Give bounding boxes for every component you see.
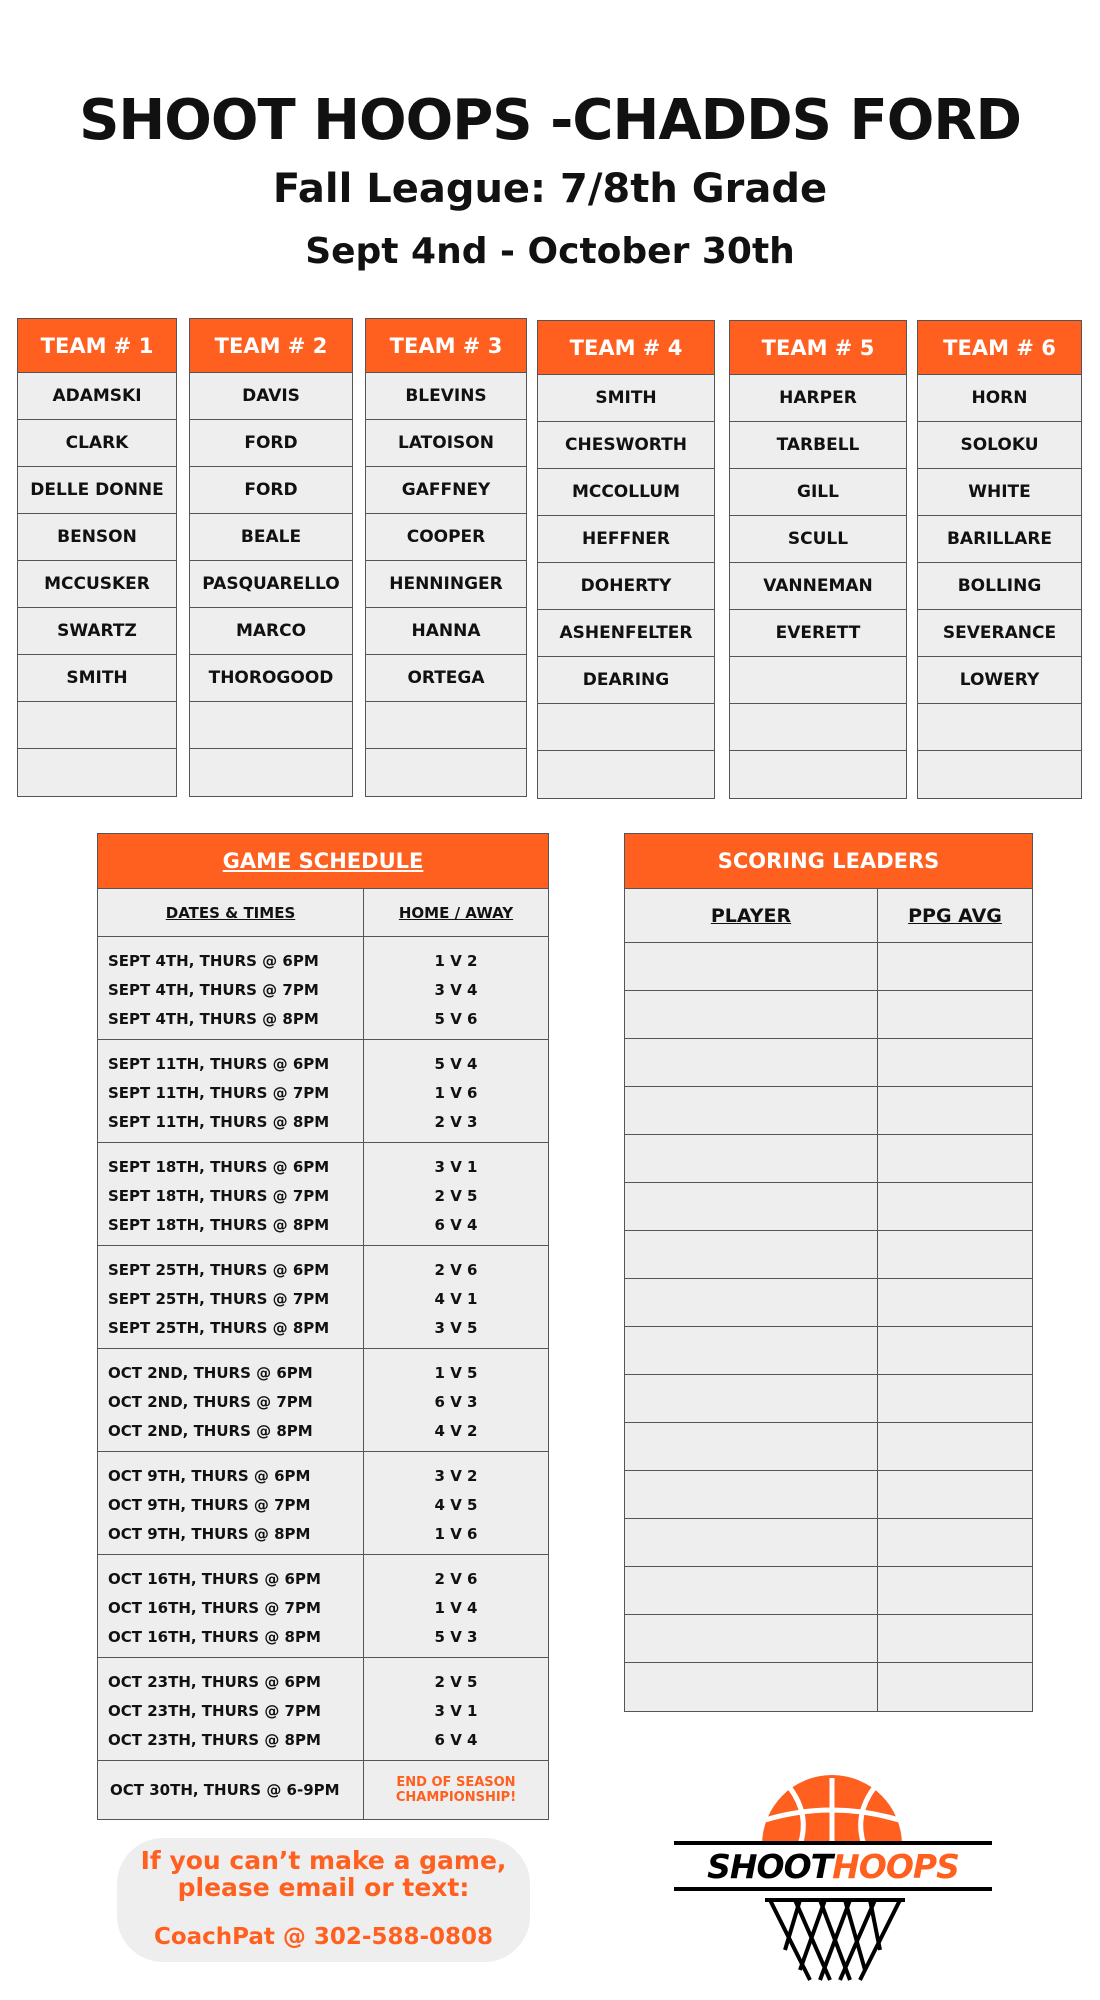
game-date: SEPT 18TH, THURS @ 7PM	[108, 1187, 330, 1205]
schedule-week	[98, 1143, 548, 1246]
game-date: SEPT 11TH, THURS @ 8PM	[108, 1113, 330, 1131]
leader-row	[625, 1615, 1032, 1663]
leader-player-cell	[625, 1183, 878, 1230]
game-date: OCT 2ND, THURS @ 6PM	[108, 1364, 313, 1382]
leader-player-cell	[625, 943, 878, 990]
game-date: OCT 2ND, THURS @ 8PM	[108, 1422, 313, 1440]
leader-ppg-cell	[878, 1087, 1032, 1134]
leader-ppg-cell	[878, 1471, 1032, 1518]
leader-row	[625, 1471, 1032, 1519]
player-cell	[538, 704, 714, 751]
game-matchup: 2 V 5	[434, 1187, 478, 1205]
game-date: SEPT 4TH, THURS @ 8PM	[108, 1010, 319, 1028]
player-cell	[730, 704, 906, 751]
player-cell	[918, 704, 1081, 751]
ppg-column-header: PPG AVG	[908, 904, 1002, 927]
player-cell: HORN	[918, 375, 1081, 422]
player-cell: GILL	[730, 469, 906, 516]
leader-row	[625, 1423, 1032, 1471]
game-date: OCT 23TH, THURS @ 7PM	[108, 1702, 321, 1720]
leader-player-cell	[625, 1279, 878, 1326]
matchup-column-header: HOME / AWAY	[398, 903, 514, 922]
player-cell: PASQUARELLO	[190, 561, 352, 608]
game-matchup: 4 V 5	[434, 1496, 478, 1514]
leader-ppg-cell	[878, 1327, 1032, 1374]
player-cell: THOROGOOD	[190, 655, 352, 702]
game-matchup: 5 V 4	[434, 1055, 478, 1073]
game-date: SEPT 4TH, THURS @ 6PM	[108, 952, 319, 970]
schedule-week	[98, 1452, 548, 1555]
leader-row	[625, 1183, 1032, 1231]
leader-ppg-cell	[878, 991, 1032, 1038]
team-1-roster	[17, 318, 177, 797]
game-matchup: 2 V 6	[434, 1261, 478, 1279]
team-header: TEAM # 3	[366, 319, 526, 373]
game-date: OCT 2ND, THURS @ 7PM	[108, 1393, 313, 1411]
player-cell	[18, 702, 176, 749]
leader-player-cell	[625, 1231, 878, 1278]
leader-row	[625, 1135, 1032, 1183]
championship-label: END OF SEASON CHAMPIONSHIP!	[395, 1775, 517, 1805]
player-cell: BOLLING	[918, 563, 1081, 610]
player-cell: DOHERTY	[538, 563, 714, 610]
leader-player-cell	[625, 1471, 878, 1518]
leader-row	[625, 1087, 1032, 1135]
player-cell: ASHENFELTER	[538, 610, 714, 657]
leader-player-cell	[625, 1327, 878, 1374]
player-cell: CLARK	[18, 420, 176, 467]
game-matchup: 5 V 6	[434, 1010, 478, 1028]
player-cell: SMITH	[18, 655, 176, 702]
schedule-week	[98, 937, 548, 1040]
game-date: OCT 23TH, THURS @ 6PM	[108, 1673, 321, 1691]
leader-ppg-cell	[878, 1519, 1032, 1566]
game-date: SEPT 25TH, THURS @ 8PM	[108, 1319, 330, 1337]
leader-ppg-cell	[878, 1183, 1032, 1230]
player-cell	[730, 751, 906, 798]
game-matchup: 6 V 4	[434, 1731, 478, 1749]
leader-player-cell	[625, 1135, 878, 1182]
leader-ppg-cell	[878, 1615, 1032, 1662]
game-date: OCT 16TH, THURS @ 6PM	[108, 1570, 321, 1588]
player-cell	[366, 749, 526, 796]
player-cell: MARCO	[190, 608, 352, 655]
leader-player-cell	[625, 1663, 878, 1711]
player-cell: LOWERY	[918, 657, 1081, 704]
player-cell: BLEVINS	[366, 373, 526, 420]
schedule-week	[98, 1040, 548, 1143]
leader-player-cell	[625, 1375, 878, 1422]
season-dates: Sept 4nd - October 30th	[305, 231, 795, 272]
dates-column-header: DATES & TIMES	[98, 889, 364, 936]
player-cell: MCCUSKER	[18, 561, 176, 608]
leader-ppg-cell	[878, 1423, 1032, 1470]
player-cell: COOPER	[366, 514, 526, 561]
leader-ppg-cell	[878, 1135, 1032, 1182]
leader-ppg-cell	[878, 1279, 1032, 1326]
leaders-column-headers	[625, 889, 1032, 943]
game-matchup: 2 V 3	[434, 1113, 478, 1131]
player-cell	[190, 702, 352, 749]
game-matchup: 3 V 5	[434, 1319, 478, 1337]
player-cell: FORD	[190, 467, 352, 514]
leaders-header: SCORING LEADERS	[625, 834, 1032, 889]
game-matchup: 3 V 4	[434, 981, 478, 999]
player-cell	[18, 749, 176, 796]
game-matchup: 1 V 6	[434, 1525, 478, 1543]
championship-row	[98, 1761, 548, 1819]
game-date: OCT 16TH, THURS @ 8PM	[108, 1628, 321, 1646]
leader-ppg-cell	[878, 1567, 1032, 1614]
leader-player-cell	[625, 1615, 878, 1662]
player-cell	[366, 702, 526, 749]
player-cell	[190, 749, 352, 796]
game-date: SEPT 25TH, THURS @ 7PM	[108, 1290, 330, 1308]
player-cell: SEVERANCE	[918, 610, 1081, 657]
game-matchup: 4 V 1	[434, 1290, 478, 1308]
game-date: SEPT 25TH, THURS @ 6PM	[108, 1261, 330, 1279]
game-matchup: 3 V 1	[434, 1702, 478, 1720]
schedule-header: GAME SCHEDULE	[98, 834, 548, 889]
game-matchup: 3 V 2	[434, 1467, 478, 1485]
game-date: SEPT 4TH, THURS @ 7PM	[108, 981, 319, 999]
player-cell: WHITE	[918, 469, 1081, 516]
team-header: TEAM # 6	[918, 321, 1081, 375]
player-cell: SWARTZ	[18, 608, 176, 655]
player-cell: SCULL	[730, 516, 906, 563]
player-cell: HARPER	[730, 375, 906, 422]
game-date: OCT 16TH, THURS @ 7PM	[108, 1599, 321, 1617]
leader-row	[625, 1375, 1032, 1423]
player-cell: BEALE	[190, 514, 352, 561]
league-subtitle: Fall League: 7/8th Grade	[272, 166, 828, 212]
schedule-week	[98, 1246, 548, 1349]
game-date: SEPT 11TH, THURS @ 6PM	[108, 1055, 330, 1073]
contact-line-2: please email or text:	[177, 1873, 470, 1902]
player-cell: VANNEMAN	[730, 563, 906, 610]
player-cell: HEFFNER	[538, 516, 714, 563]
leader-player-cell	[625, 1087, 878, 1134]
schedule-week	[98, 1658, 548, 1761]
schedule-week	[98, 1349, 548, 1452]
player-cell: HENNINGER	[366, 561, 526, 608]
team-3-roster	[365, 318, 527, 797]
game-date: OCT 9TH, THURS @ 8PM	[108, 1525, 311, 1543]
player-cell	[730, 657, 906, 704]
schedule-column-headers	[98, 889, 548, 937]
game-matchup: 6 V 4	[434, 1216, 478, 1234]
leader-player-cell	[625, 1423, 878, 1470]
leader-row	[625, 991, 1032, 1039]
team-2-roster	[189, 318, 353, 797]
game-date: SEPT 11TH, THURS @ 7PM	[108, 1084, 330, 1102]
player-cell: ORTEGA	[366, 655, 526, 702]
team-header: TEAM # 5	[730, 321, 906, 375]
leader-row	[625, 943, 1032, 991]
player-cell	[538, 751, 714, 798]
game-matchup: 6 V 3	[434, 1393, 478, 1411]
leader-row	[625, 1567, 1032, 1615]
player-cell: LATOISON	[366, 420, 526, 467]
game-date: SEPT 18TH, THURS @ 6PM	[108, 1158, 330, 1176]
game-date: SEPT 18TH, THURS @ 8PM	[108, 1216, 330, 1234]
leader-player-cell	[625, 1567, 878, 1614]
leader-ppg-cell	[878, 1663, 1032, 1711]
game-matchup: 1 V 4	[434, 1599, 478, 1617]
player-cell: SOLOKU	[918, 422, 1081, 469]
leader-row	[625, 1519, 1032, 1567]
player-column-header: PLAYER	[625, 889, 878, 942]
player-cell: GAFFNEY	[366, 467, 526, 514]
game-matchup: 1 V 2	[434, 952, 478, 970]
player-cell: DEARING	[538, 657, 714, 704]
player-cell: MCCOLLUM	[538, 469, 714, 516]
schedule-week	[98, 1555, 548, 1658]
game-date: OCT 23TH, THURS @ 8PM	[108, 1731, 321, 1749]
game-matchup: 2 V 5	[434, 1673, 478, 1691]
leader-row	[625, 1039, 1032, 1087]
leader-row	[625, 1231, 1032, 1279]
game-matchup: 5 V 3	[434, 1628, 478, 1646]
contact-box	[117, 1838, 530, 1962]
game-schedule-table	[97, 833, 549, 1820]
player-cell: DAVIS	[190, 373, 352, 420]
team-5-roster	[729, 320, 907, 799]
game-date: OCT 9TH, THURS @ 6PM	[108, 1467, 311, 1485]
player-cell: HANNA	[366, 608, 526, 655]
leader-ppg-cell	[878, 1375, 1032, 1422]
player-cell: SMITH	[538, 375, 714, 422]
logo-wordmark: SHOOT HOOPS	[674, 1841, 992, 1891]
shoot-hoops-logo	[660, 1770, 1005, 1990]
player-cell: BENSON	[18, 514, 176, 561]
team-header: TEAM # 1	[18, 319, 176, 373]
player-cell: TARBELL	[730, 422, 906, 469]
player-cell: CHESWORTH	[538, 422, 714, 469]
game-date: OCT 9TH, THURS @ 7PM	[108, 1496, 311, 1514]
player-cell: EVERETT	[730, 610, 906, 657]
leader-player-cell	[625, 1039, 878, 1086]
game-matchup: 4 V 2	[434, 1422, 478, 1440]
leader-ppg-cell	[878, 1039, 1032, 1086]
contact-line-1: If you can’t make a game,	[140, 1846, 507, 1875]
scoring-leaders-table	[624, 833, 1033, 1712]
player-cell: FORD	[190, 420, 352, 467]
page-title: SHOOT HOOPS -CHADDS FORD	[79, 88, 1021, 153]
leader-row	[625, 1663, 1032, 1711]
player-cell: DELLE DONNE	[18, 467, 176, 514]
leader-ppg-cell	[878, 1231, 1032, 1278]
player-cell: BARILLARE	[918, 516, 1081, 563]
team-header: TEAM # 4	[538, 321, 714, 375]
contact-phone: CoachPat @ 302-588-0808	[153, 1924, 494, 1950]
leader-player-cell	[625, 991, 878, 1038]
leader-row	[625, 1327, 1032, 1375]
team-6-roster	[917, 320, 1082, 799]
leader-player-cell	[625, 1519, 878, 1566]
championship-date: OCT 30TH, THURS @ 6-9PM	[98, 1761, 364, 1819]
team-4-roster	[537, 320, 715, 799]
game-matchup: 1 V 5	[434, 1364, 478, 1382]
player-cell: ADAMSKI	[18, 373, 176, 420]
leader-ppg-cell	[878, 943, 1032, 990]
game-matchup: 2 V 6	[434, 1570, 478, 1588]
game-matchup: 1 V 6	[434, 1084, 478, 1102]
net-icon	[765, 1900, 905, 1980]
team-header: TEAM # 2	[190, 319, 352, 373]
game-matchup: 3 V 1	[434, 1158, 478, 1176]
leader-row	[625, 1279, 1032, 1327]
player-cell	[918, 751, 1081, 798]
